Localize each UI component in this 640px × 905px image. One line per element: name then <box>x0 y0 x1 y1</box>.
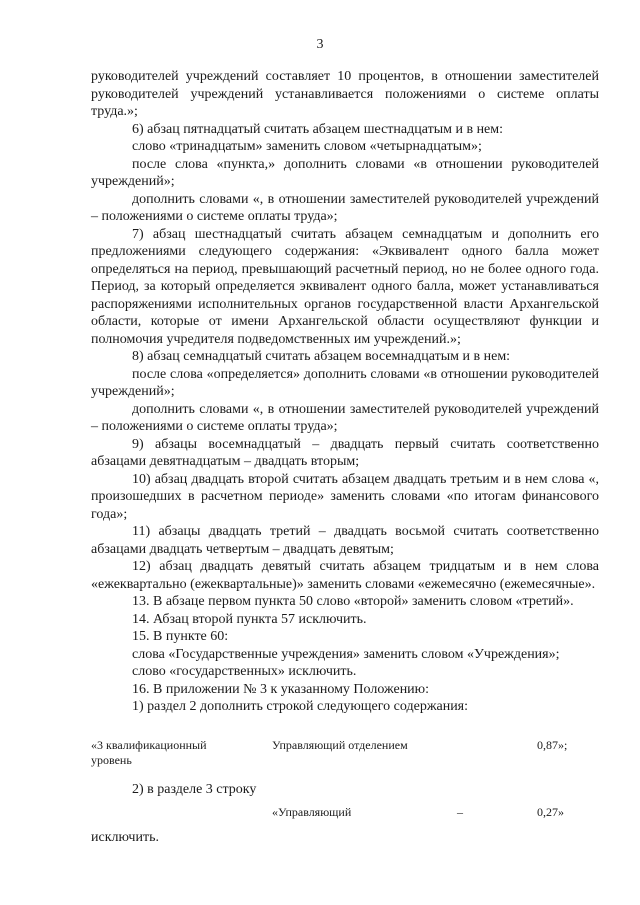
paragraph: дополнить словами «, в отношении заместителей руководителей учреждений – положениями о системе оплаты труда»; <box>91 401 599 434</box>
page-number: 3 <box>316 37 324 52</box>
closing-text: исключить. <box>91 830 159 845</box>
table-row-2-dash: – <box>457 805 463 819</box>
table-row-2-coefficient: 0,27» <box>537 805 564 819</box>
paragraph: после слова «пункта,» дополнить словами «в отношении руководителей учреждений»; <box>91 156 599 189</box>
paragraph: дополнить словами «, в отношении заместителей руководителей учреждений – положениями о системе оплаты труда»; <box>91 191 599 224</box>
document-body <box>91 68 599 716</box>
paragraph: руководителей учреждений составляет 10 процентов, в отношении заместителей руководителей учреждений устанавливается положениями о системе оплаты труда.»; <box>91 69 599 119</box>
paragraph: 16. В приложении № 3 к указанному Положению: <box>132 681 430 697</box>
paragraph: 11) абзацы двадцать третий – двадцать восьмой считать соответственно абзацами двадцать четвертым – двадцать девятым; <box>91 524 599 557</box>
paragraph: 10) абзац двадцать второй считать абзацем двадцать третьим и в нем слова «, произошедших в расчетном периоде» заменить словами «по итогам финансового года»; <box>91 471 599 522</box>
item-2-text: 2) в разделе 3 строку <box>132 782 257 797</box>
paragraph: 6) абзац пятнадцатый считать абзацем шестнадцатым и в нем: <box>132 121 504 137</box>
paragraph: 12) абзац двадцать девятый считать абзацем тридцатым и в нем слова «ежеквартально (ежеквартальные)» заменить словами «ежемесячно (ежемесячные». <box>91 559 599 592</box>
paragraph: 13. В абзаце первом пункта 50 слово «второй» заменить словом «третий». <box>132 594 574 609</box>
paragraph: после слова «определяется» дополнить словами «в отношении руководителей учреждений»; <box>91 366 599 399</box>
paragraph: 9) абзацы восемнадцатый – двадцать первый считать соответственно абзацами девятнадцатым – двадцать вторым; <box>91 436 599 469</box>
paragraph: 14. Абзац второй пункта 57 исключить. <box>132 611 367 627</box>
table-row-1-qualification-level: «3 квалификационный уровень <box>91 738 207 767</box>
paragraph: 8) абзац семнадцатый считать абзацем восемнадцатым и в нем: <box>132 349 511 364</box>
table-row-1-coefficient: 0,87»; <box>537 738 568 752</box>
paragraph: слово «тринадцатым» заменить словом «четырнадцатым»; <box>132 139 482 154</box>
table-row-1-position: Управляющий отделением <box>272 738 408 752</box>
paragraph: 1) раздел 2 дополнить строкой следующего содержания: <box>132 699 469 714</box>
paragraph: слова «Государственные учреждения» заменить словом «Учреждения»; <box>132 646 560 662</box>
table-row-2-position: «Управляющий <box>272 805 352 819</box>
paragraph: 7) абзац шестнадцатый считать абзацем семнадцатым и дополнить его предложениями следующего содержания: «Эквивалент одного балла может определяться на период, превышающий расчетный период, но не более одного года. Период, за который определяется эквивалент одного балла, может устанавливаться распоряжениями исполнительных органов государственной власти Архангельской области, которые от имени Архангельской области осуществляют функции и полномочия учредителя подведомственных им учреждений.»; <box>91 226 599 347</box>
paragraph: слово «государственных» исключить. <box>132 664 357 679</box>
paragraph: 15. В пункте 60: <box>132 629 229 644</box>
